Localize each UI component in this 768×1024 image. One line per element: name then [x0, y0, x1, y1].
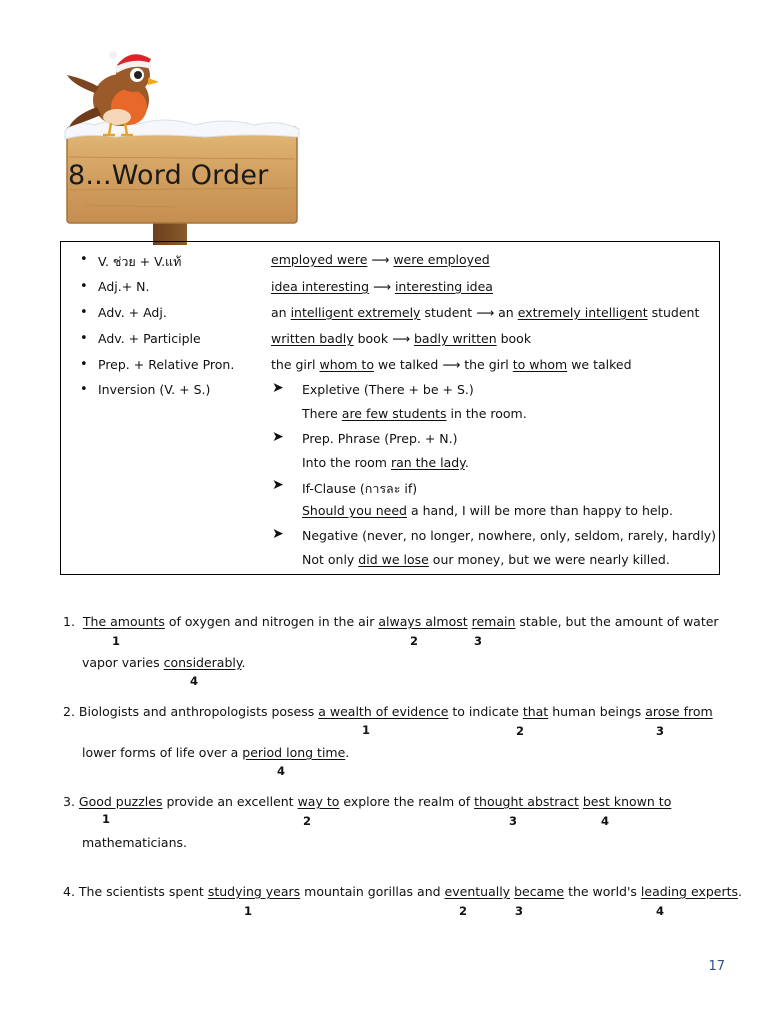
inversion-expletive-heading: Expletive (There + be + S.) — [302, 382, 474, 397]
question-2-mark-3: 3 — [656, 724, 665, 738]
question-4-mark-2: 2 — [459, 904, 468, 918]
question-3-line-1: 3. Good puzzles provide an excellent way to explore the realm of thought abstract best known to — [63, 794, 672, 809]
question-4-line-1: 4. The scientists spent studying years mountain gorillas and eventually became the world's leading experts. — [63, 884, 742, 899]
question-2-line-1: 2. Biologists and anthropologists posess a wealth of evidence to indicate that human beings arose from — [63, 704, 713, 719]
arrow-icon: ⟶ — [373, 279, 391, 294]
question-4-mark-3: 3 — [515, 904, 524, 918]
arrowhead-bullet-icon: ➤ — [272, 380, 284, 396]
question-1-mark-3: 3 — [474, 634, 483, 648]
inversion-if-clause-example: Should you need a hand, I will be more than happy to help. — [302, 503, 673, 518]
rule-label-aux-verb: • V. ช่วย + V.แท้ — [98, 252, 181, 272]
inversion-if-clause-heading: If-Clause (การละ if) — [302, 481, 418, 496]
inversion-negative-example: Not only did we lose our money, but we were nearly killed. — [302, 552, 670, 567]
question-2-mark-4: 4 — [277, 764, 286, 778]
question-1-line-1: 1. The amounts of oxygen and nitrogen in the air always almost remain stable, but the amount of water — [63, 614, 719, 629]
rule-example-adj-noun: idea interesting ⟶ interesting idea — [271, 279, 493, 294]
arrow-icon: ⟶ — [442, 357, 461, 372]
arrowhead-bullet-icon: ➤ — [272, 429, 284, 445]
inversion-prep-phrase-heading: Prep. Phrase (Prep. + N.) — [302, 431, 458, 446]
rule-example-prep-relative: the girl whom to we talked ⟶ the girl to whom we talked — [271, 357, 632, 372]
question-3-mark-2: 2 — [303, 814, 312, 828]
arrow-icon: ⟶ — [371, 252, 390, 267]
inversion-negative-heading: Negative (never, no longer, nowhere, only, seldom, rarely, hardly) — [302, 528, 717, 543]
question-4-mark-1: 1 — [244, 904, 253, 918]
question-1-mark-1: 1 — [112, 634, 121, 648]
rule-label-adv-participle: • Adv. + Participle — [98, 331, 201, 346]
rule-example-adv-participle: written badly book ⟶ badly written book — [271, 331, 532, 346]
question-1-mark-4: 4 — [190, 674, 199, 688]
rule-label-adv-adj: • Adv. + Adj. — [98, 305, 167, 320]
title-sign-illustration — [55, 45, 305, 245]
arrowhead-bullet-icon: ➤ — [272, 477, 284, 493]
question-2-line-2: lower forms of life over a period long time. — [82, 745, 350, 760]
arrow-icon: ⟶ — [476, 305, 495, 320]
page-title: 8...Word Order — [68, 160, 269, 191]
rule-label-adj-noun: • Adj.+ N. — [98, 279, 149, 294]
inversion-prep-phrase-example: Into the room ran the lady. — [302, 455, 469, 470]
question-3-mark-1: 1 — [102, 812, 111, 826]
rule-label-inversion: • Inversion (V. + S.) — [98, 382, 210, 397]
rule-example-adv-adj: an intelligent extremely student ⟶ an extremely intelligent student — [271, 305, 700, 320]
page-number: 17 — [708, 959, 725, 974]
arrowhead-bullet-icon: ➤ — [272, 526, 284, 542]
question-1-mark-2: 2 — [410, 634, 419, 648]
question-1-line-2: vapor varies considerably. — [82, 655, 246, 670]
question-2-mark-1: 1 — [362, 723, 371, 737]
rule-label-prep-relative: • Prep. + Relative Pron. — [98, 357, 234, 372]
arrow-icon: ⟶ — [392, 331, 410, 346]
question-3-mark-3: 3 — [509, 814, 518, 828]
inversion-expletive-example: There are few students in the room. — [302, 406, 527, 421]
robin-on-sign-icon — [55, 45, 305, 245]
question-2-mark-2: 2 — [516, 724, 525, 738]
question-4-mark-4: 4 — [656, 904, 665, 918]
rule-example-aux-verb: employed were ⟶ were employed — [271, 252, 490, 267]
question-3-line-2: mathematicians. — [82, 835, 187, 850]
question-3-mark-4: 4 — [601, 814, 610, 828]
